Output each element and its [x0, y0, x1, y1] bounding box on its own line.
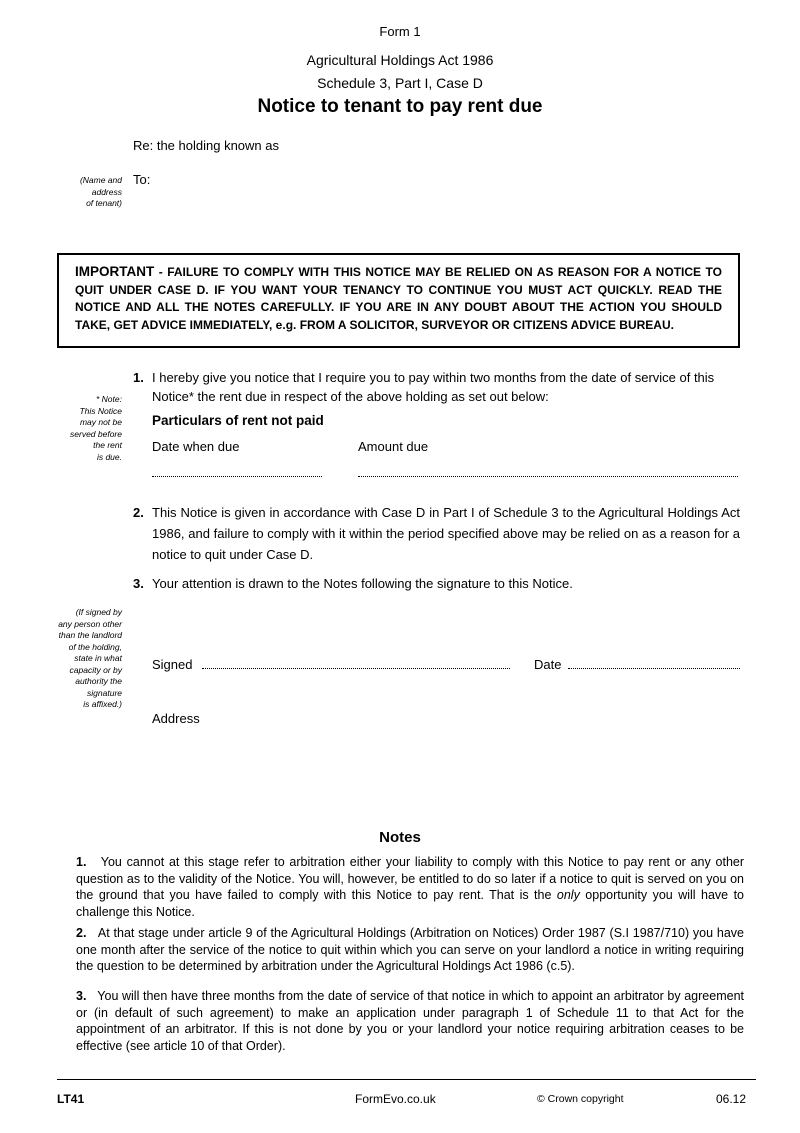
note-2: 2. At that stage under article 9 of the Agricultural Holdings (Arbitration on Notices) Order 1987 (S.I 1987/710) you have one month after the service of the notice to quit within which you can serve on your landlord a notice in writing requiring the question to be determined by arbitration under the Agricultural Holdings Act 1986 (c.5). [76, 926, 745, 974]
para1-line2: Notice* the rent due in respect of the above holding as set out below: [152, 389, 549, 404]
para2-text: This Notice is given in accordance with Case D in Part I of Schedule 3 to the Agricultural Holdings Act 1986, and failure to comply with it within the period specified above may be relied on as a reason for a notice to quit under Case D. [152, 505, 740, 562]
signed-label: Signed [152, 657, 193, 672]
address-label: Address [152, 711, 200, 726]
date-field[interactable] [568, 668, 740, 669]
note-1: 1. You cannot at this stage refer to arbitration either your liability to comply with this Notice to pay rent or any other question as to the validity of the Notice. You will, however, be entitled to do so later if a notice to quit is served on you on the ground that you have failed to comply with this Notice to pay rent. That is the only opportunity you will have to challenge this Notice. [76, 855, 745, 919]
form-version: 06.12 [716, 1092, 747, 1106]
to-label: To: [133, 172, 151, 187]
date-due-field[interactable] [152, 476, 322, 477]
amount-due-label: Amount due [358, 439, 429, 454]
act-name: Agricultural Holdings Act 1986 [306, 52, 494, 68]
particulars-heading: Particulars of rent not paid [152, 413, 324, 428]
para3-number: 3. [133, 576, 144, 591]
copyright-notice: © Crown copyright [537, 1093, 624, 1105]
signed-side-note: (If signed by any person other than the landlord of the holding, state in what capacity or by authority the signature is affixed.) [58, 607, 122, 709]
para1-line1: I hereby give you notice that I require you to pay within two months from the date of service of this [152, 370, 715, 385]
holding-label: Re: the holding known as [133, 138, 279, 153]
para2-number: 2. [133, 505, 144, 520]
footer-site[interactable]: FormEvo.co.uk [355, 1092, 436, 1106]
note-star-side-note: * Note: This Notice may not be served before the rent is due. [70, 394, 122, 462]
important-warning-box [57, 253, 740, 348]
date-when-due-label: Date when due [152, 439, 240, 454]
signature-field[interactable] [202, 668, 510, 669]
para3-text: Your attention is drawn to the Notes following the signature to this Notice. [152, 576, 573, 591]
tenant-side-note: (Name and address of tenant) [79, 175, 122, 208]
note-3: 3. You will then have three months from the date of service of that notice in which to appoint an arbitrator by agreement or (in default of such agreement) to make an application under paragraph 1 of Schedule 11 to that Act for the appointment of an arbitrator. If this is not done by you or your landlord your notice requiring arbitration ceases to be effective (see article 10 of that Order). [76, 989, 744, 1053]
notes-heading: Notes [379, 829, 421, 846]
date-label: Date [534, 657, 562, 672]
form-code: LT41 [57, 1092, 85, 1106]
amount-due-field[interactable] [358, 476, 738, 477]
footer-divider [57, 1079, 756, 1080]
important-lead: IMPORTANT [75, 264, 155, 279]
para1-number: 1. [133, 370, 144, 385]
form-number: Form 1 [379, 24, 421, 39]
schedule-reference: Schedule 3, Part I, Case D [317, 75, 483, 91]
page-title: Notice to tenant to pay rent due [257, 96, 543, 117]
important-text: - FAILURE TO COMPLY WITH THIS NOTICE MAY BE RELIED ON AS REASON FOR A NOTICE TO QUIT UNDER CASE D. IF YOU WANT YOUR TENANCY TO CONTINUE YOU MUST ACT QUICKLY. READ THE NOTICE AND ALL THE NOTES CAREFULLY. IF YOU ARE IN ANY DOUBT ABOUT THE ACTION YOU SHOULD TAKE, GET ADVICE IMMEDIATELY, e.g. FROM A SOLICITOR, SURVEYOR OR CITIZENS ADVICE BUREAU. [75, 265, 722, 332]
